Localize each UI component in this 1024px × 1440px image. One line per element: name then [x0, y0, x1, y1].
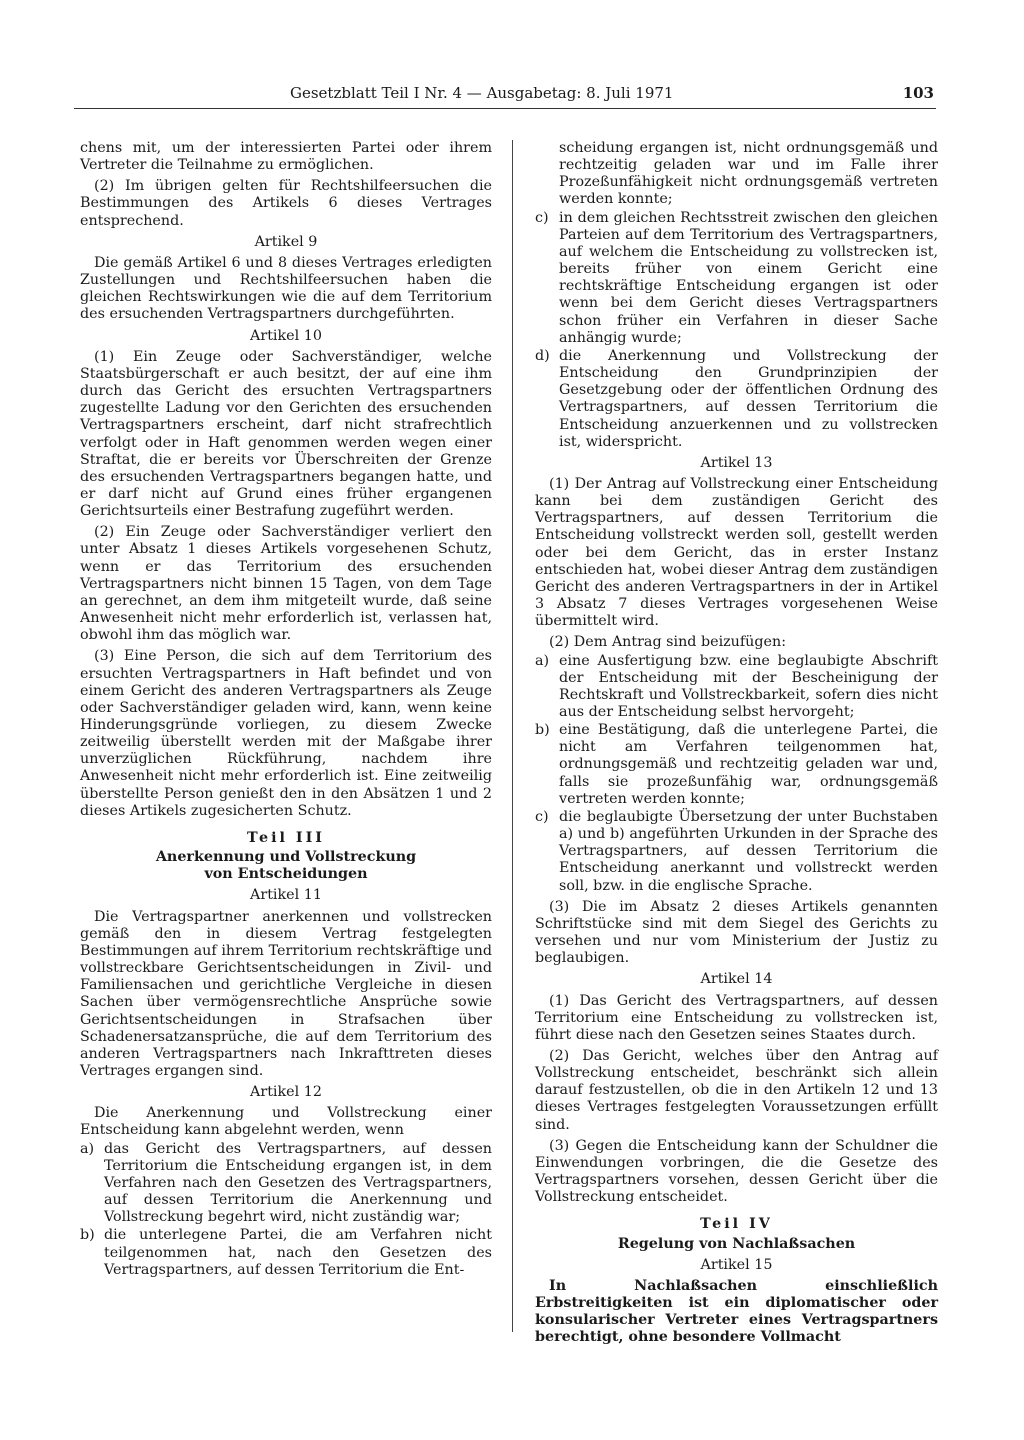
list-marker: d) — [535, 347, 550, 364]
list-item — [535, 348, 938, 451]
article-heading: Artikel 11 — [250, 887, 322, 904]
list-item — [80, 1227, 492, 1278]
paragraph: (2) Dem Antrag sind beizufügen: — [549, 634, 787, 651]
list-item-text: die Anerkennung und Vollstreckung der Entscheidung den Grundprinzipien der Gesetzgebung oder der öffentlichen Ordnung des Vertragspartners, auf dessen Territorium die Entscheidung anzuerkennen und zu vollstrecken ist, widerspricht. — [559, 347, 938, 450]
header-title: Gesetzblatt Teil I Nr. 4 — Ausgabetag: 8. Juli 1971 — [290, 84, 674, 102]
article-heading: Artikel 13 — [700, 454, 773, 471]
paragraph: (1) Das Gericht des Vertragspartners, auf dessen Territorium eine Entscheidung zu vollstrecken ist, führt diese nach den Gesetzen seines Staates durch. — [535, 992, 938, 1043]
list-item — [535, 809, 938, 895]
page-header — [74, 84, 936, 106]
list-item-text: die unterlegene Partei, die am Verfahren nicht teilgenommen hat, nach den Gesetzen des Vertragspartners, auf dessen Territorium die Ent- — [104, 1227, 492, 1278]
paragraph: (1) Ein Zeuge oder Sachverständiger, welche Staatsbürgerschaft er auch besitzt, der auf eine ihm durch das Gericht des ersuchten Vertragspartners zugestellte Ladung vor den Gerichten des ersuchenden Vertragspartners erscheint, darf nicht strafrechtlich verfolgt oder in Haft genommen werden wegen einer Straftat, die er bereits vor Überschreiten der Grenze des ersuchenden Vertragspartners begangen hatte, und er darf nicht auf Grund eines früher ergangenen Gerichtsurteils einer Bestrafung zugeführt werden. — [80, 348, 492, 520]
column-divider — [512, 140, 513, 1332]
part-heading: Teil IV — [700, 1216, 773, 1233]
paragraph: (2) Ein Zeuge oder Sachverständiger verliert den unter Absatz 1 dieses Artikels vorgesehenen Schutz, wenn er das Territorium des ersuchenden Vertragspartners nicht binnen 15 Tagen, von dem Tage an gerechnet, an dem ihm mitgeteilt wurde, daß seine Anwesenheit nicht mehr erforderlich ist, verlassen hat, obwohl ihm das möglich war. — [80, 524, 492, 644]
list-marker: c) — [535, 209, 549, 226]
list-item — [80, 1141, 492, 1227]
list-marker: c) — [535, 808, 549, 825]
paragraph: (3) Die im Absatz 2 dieses Artikels genannten Schriftstücke sind mit dem Siegel des Gerichts zu versehen und nur vom Ministerium der Justiz zu beglaubigen. — [535, 898, 938, 967]
part-subheading: Anerkennung und Vollstreckung — [155, 849, 417, 866]
paragraph: (2) Das Gericht, welches über den Antrag auf Vollstreckung entscheidet, beschränkt sich allein darauf festzustellen, ob die in den Artikeln 12 und 13 dieses Vertrages festgelegten Voraussetzungen erfüllt sind. — [535, 1047, 938, 1133]
paragraph: (3) Eine Person, die sich auf dem Territorium des ersuchten Vertragspartners in Haft befindet und von einem Gericht des anderen Vertragspartners als Zeuge oder Sachverständiger geladen wird, kann, wenn keine Hinderungsgründe vorliegen, zu diesem Zwecke zeitweilig überstellt werden mit der Maßgabe ihrer unverzüglichen Rückführung, nachdem ihre Anwesenheit nicht mehr erforderlich ist. Eine zeitweilig überstellte Person genießt den in den Absätzen 1 und 2 dieses Artikels zugesicherten Schutz. — [80, 648, 492, 819]
part-heading: Teil III — [247, 829, 325, 846]
part-subheading: Regelung von Nachlaßsachen — [617, 1235, 856, 1252]
page-number: 103 — [902, 84, 934, 102]
paragraph: (2) Im übrigen gelten für Rechtshilfeersuchen die Bestimmungen des Artikels 6 dieses Vertrages entsprechend. — [80, 178, 492, 229]
list-item-text: eine Ausfertigung bzw. eine beglaubigte Abschrift der Entscheidung mit der Bescheinigung der Rechtskraft und Vollstreckbarkeit, sofern dies nicht aus der Entscheidung selbst hervorgeht; — [559, 652, 938, 720]
list-marker: a) — [535, 652, 550, 669]
article-heading: Artikel 15 — [700, 1256, 773, 1273]
list-marker: b) — [80, 1227, 95, 1244]
list-item-text: das Gericht des Vertragspartners, auf dessen Territorium die Entscheidung ergangen ist, in dem Verfahren nach den Gesetzen des Vertragspartners, auf dessen Territorium die Anerkennung und Vollstreckung begehrt wird, nicht zuständig war; — [104, 1140, 492, 1226]
left-column — [80, 140, 492, 1280]
paragraph: chens mit, um der interessierten Partei oder ihrem Vertreter die Teilnahme zu ermöglichen. — [80, 140, 492, 174]
list-marker: b) — [535, 722, 550, 739]
paragraph: Die Vertragspartner anerkennen und vollstrecken gemäß den in diesem Vertrag festgelegten Bestimmungen auf ihrem Territorium rechtskräftige und vollstreckbare Gerichtsentscheidungen in Zivil- und Familiensachen und gerichtliche Vergleiche in diesen Sachen über vermögensrechtliche Ansprüche sowie Gerichtsentscheidungen in Strafsachen über Schadenersatzansprüche, die auf dem Territorium des anderen Vertragspartners nach Inkrafttreten dieses Vertrages ergangen sind. — [80, 908, 492, 1079]
header-rule — [74, 108, 936, 109]
list-item-text: eine Bestätigung, daß die unterlegene Partei, die nicht am Verfahren teilgenommen hat, ordnungsgemäß und rechtzeitig geladen war und, falls sie prozeßunfähig war, ordnungsgemäß vertreten werden konnte; — [559, 722, 938, 807]
article-heading: Artikel 10 — [250, 327, 322, 344]
part-subheading: von Entscheidungen — [204, 866, 368, 883]
list-item — [535, 722, 938, 808]
list-item-text: in dem gleichen Rechtsstreit zwischen den gleichen Parteien auf dem Territorium des Vertragspartners, auf welchem die Entscheidung zu vollstrecken ist, bereits früher von einem Gericht eine rechtskräftige Entscheidung ergangen ist oder wenn bei dem Gericht dieses Vertragspartners schon früher ein Verfahren in dieser Sache anhängig wurde; — [559, 209, 938, 346]
list-item — [535, 653, 938, 722]
paragraph: Die gemäß Artikel 6 und 8 dieses Vertrages erledigten Zustellungen und Rechtshilfeersuchen haben die gleichen Rechtswirkungen wie die auf dem Territorium des ersuchenden Vertragspartners durchgeführten. — [80, 254, 492, 323]
article-heading: Artikel 9 — [254, 233, 318, 250]
list-item — [535, 210, 938, 347]
list-marker: a) — [80, 1140, 95, 1157]
list-item-text: die beglaubigte Übersetzung der unter Buchstaben a) und b) angeführten Urkunden in der Sprache des Vertragspartners, auf dessen Territorium die Entscheidung anerkannt und vollstreckt werden soll, bzw. in die englische Sprache. — [559, 808, 938, 894]
paragraph: (1) Der Antrag auf Vollstreckung einer Entscheidung kann bei dem zuständigen Gericht des Vertragspartners, auf dessen Territorium die Entscheidung vollstreckt werden soll, gestellt werden oder bei dem Gericht, das in erster Instanz entschieden hat, wobei dieser Antrag dem zuständigen Gericht des anderen Vertragspartners in der in Artikel 3 Absatz 7 dieses Vertrages vorgesehenen Weise übermittelt wird. — [535, 475, 938, 630]
article-heading: Artikel 14 — [700, 971, 773, 988]
paragraph: (3) Gegen die Entscheidung kann der Schuldner die Einwendungen vorbringen, die die Gesetze des Vertragspartners vorsehen, dessen Gericht über die Vollstreckung entscheidet. — [535, 1137, 938, 1206]
paragraph: Die Anerkennung und Vollstreckung einer Entscheidung kann abgelehnt werden, wenn — [80, 1105, 492, 1139]
right-column — [535, 140, 938, 1346]
paragraph: In Nachlaßsachen einschließlich Erbstreitigkeiten ist ein diplomatischer oder konsularischer Vertreter eines Vertragspartners berechtigt, ohne besondere Vollmacht — [535, 1277, 938, 1346]
article-heading: Artikel 12 — [250, 1084, 322, 1101]
list-item-continuation: scheidung ergangen ist, nicht ordnungsgemäß und rechtzeitig geladen war und im Falle ihrer Prozeßunfähigkeit nicht ordnungsgemäß vertreten werden konnte; — [559, 140, 938, 208]
